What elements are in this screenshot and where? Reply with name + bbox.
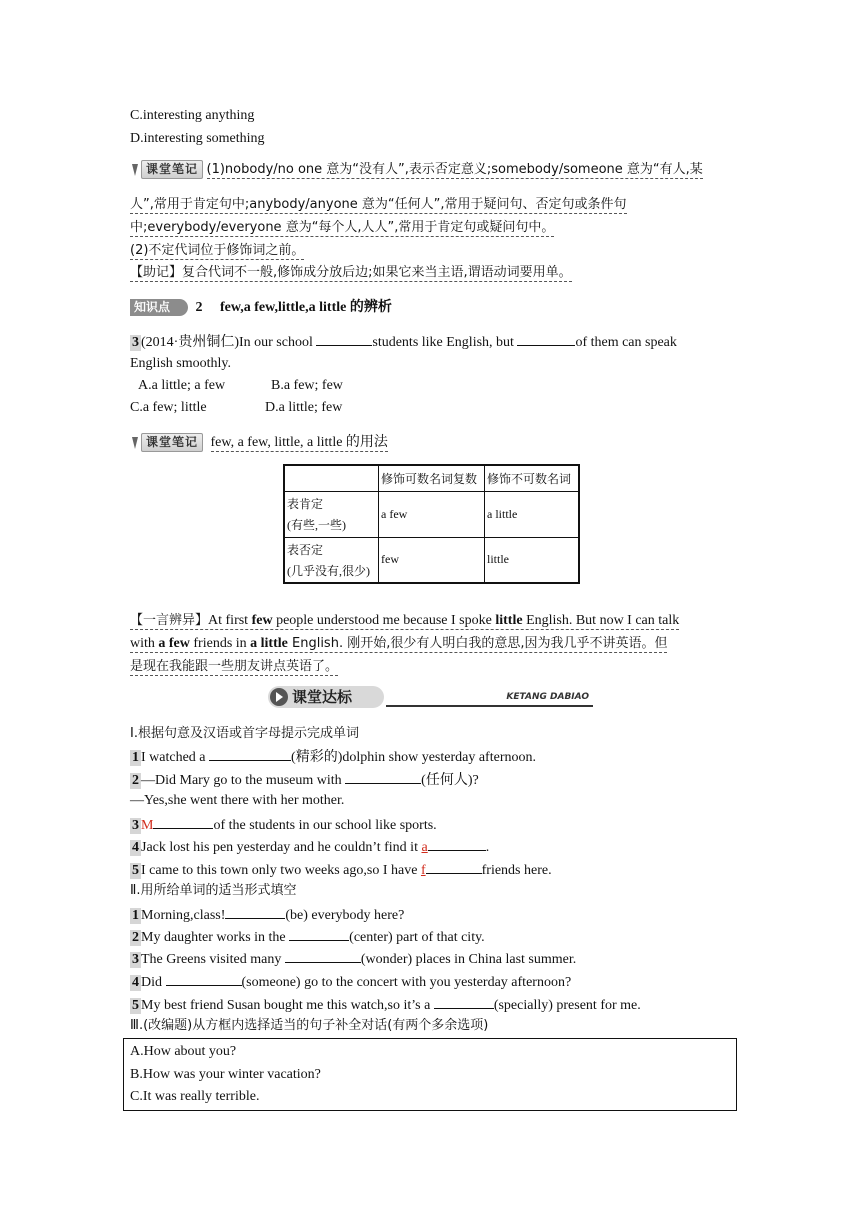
pencil-icon — [130, 436, 140, 450]
option-b: B.How was your winter vacation? — [130, 1067, 321, 1082]
contrast-line-1: 【一言辨异】At first few people understood me because I spoke little English. But now I can talk — [130, 613, 680, 628]
s2-item-1: 1 Morning,class! (be) everybody here? — [130, 904, 404, 926]
answer-blank[interactable] — [166, 971, 242, 986]
answer-blank[interactable] — [209, 746, 291, 761]
question-3-line-2: English smoothly. — [130, 356, 231, 371]
answer-blank[interactable] — [285, 948, 361, 963]
s1-item-5: 5 I came to this town only two weeks ago,so I have f friends here. — [130, 859, 552, 881]
section-2-title: Ⅱ.用所给单词的适当形式填空 — [130, 883, 297, 898]
table-row: 表肯定 (有些,一些) a few a little — [284, 491, 579, 537]
s2-item-4: 4 Did (someone) go to the concert with you yesterday afternoon? — [130, 971, 571, 993]
section-3-title: Ⅲ.(改编题)从方框内选择适当的句子补全对话(有两个多余选项) — [130, 1018, 489, 1033]
contrast-line-2: with a few friends in a little English. 刚开始,很少有人明白我的意思,因为我几乎不讲英语。但 — [130, 636, 668, 651]
s2-item-3: 3 The Greens visited many (wonder) places in China last summer. — [130, 948, 576, 970]
knowledge-point-badge: 知识点 — [130, 299, 188, 316]
option-a: A.How about you? — [130, 1044, 237, 1059]
usage-table — [283, 464, 580, 584]
answer-blank[interactable] — [225, 904, 285, 919]
note-1-line-4: (2)不定代词位于修饰词之前。 — [130, 243, 305, 258]
option-d: D.interesting something — [130, 131, 265, 146]
s1-item-2: 2 —Did Mary go to the museum with (任何人)? — [130, 769, 479, 791]
answer-blank[interactable] — [289, 926, 349, 941]
answer-blank[interactable] — [345, 769, 421, 784]
knowledge-point-heading: 知识点 2 few,a few,little,a little 的辨析 — [130, 298, 392, 318]
option-c: C.interesting anything — [130, 108, 255, 123]
s1-item-3: 3 M of the students in our school like sports. — [130, 814, 437, 836]
s2-item-2: 2 My daughter works in the (center) part of that city. — [130, 926, 485, 948]
note-1-line-2: 人”,常用于肯定句中;anybody/anyone 意为“任何人”,常用于疑问句、否定句或条件句 — [130, 197, 627, 212]
option-c: C.It was really terrible. — [130, 1089, 260, 1104]
note-badge: 课堂笔记 — [141, 433, 203, 452]
answer-blank[interactable] — [428, 836, 486, 851]
contrast-line-3: 是现在我能跟一些朋友讲点英语了。 — [130, 659, 339, 674]
note-1-line-3: 中;everybody/everyone 意为“每个人,人人”,常用于肯定句或疑问句中。 — [130, 220, 555, 235]
s1-item-2-reply: —Yes,she went there with her mother. — [130, 793, 345, 808]
question-3-options-cd: C.a few; little D.a little; few — [130, 400, 343, 415]
question-3-options-ab: A.a little; a few B.a few; few — [138, 378, 343, 393]
s1-item-4: 4 Jack lost his pen yesterday and he couldn’t find it a . — [130, 836, 489, 858]
question-number: 3 — [132, 335, 139, 350]
answer-blank[interactable] — [316, 331, 372, 346]
note-2-heading: 课堂笔记 few, a few, little, a little 的用法 — [130, 433, 388, 453]
s2-item-5: 5 My best friend Susan bought me this watch,so it’s a (specially) present for me. — [130, 994, 641, 1016]
answer-blank[interactable] — [517, 331, 575, 346]
answer-blank[interactable] — [434, 994, 494, 1009]
banner-pinyin: KETANG DABIAO — [506, 692, 589, 702]
mnemonic-line: 【助记】复合代词不一般,修饰成分放后边;如果它来当主语,谓语动词要用单。 — [130, 265, 572, 280]
note-badge: 课堂笔记 — [141, 160, 203, 179]
pencil-icon — [130, 163, 140, 177]
table-row: 表否定 (几乎没有,很少) few little — [284, 537, 579, 583]
answer-blank[interactable] — [153, 814, 213, 829]
note-1-line-1: 课堂笔记 (1)nobody/no one 意为“没有人”,表示否定意义;somebody/someone 意为“有人,某 — [130, 160, 703, 180]
s1-item-1: 1 I watched a (精彩的)dolphin show yesterday afternoon. — [130, 746, 536, 768]
banner-title: 课堂达标 — [292, 688, 353, 706]
answer-blank[interactable] — [426, 859, 482, 874]
table-header-row: 修饰可数名词复数 修饰不可数名词 — [284, 465, 579, 491]
section-banner — [268, 684, 593, 712]
section-1-title: Ⅰ.根据句意及汉语或首字母提示完成单词 — [130, 726, 359, 741]
question-3-line-1: 3 (2014·贵州铜仁)In our school students like English, but of them can speak — [130, 331, 677, 353]
